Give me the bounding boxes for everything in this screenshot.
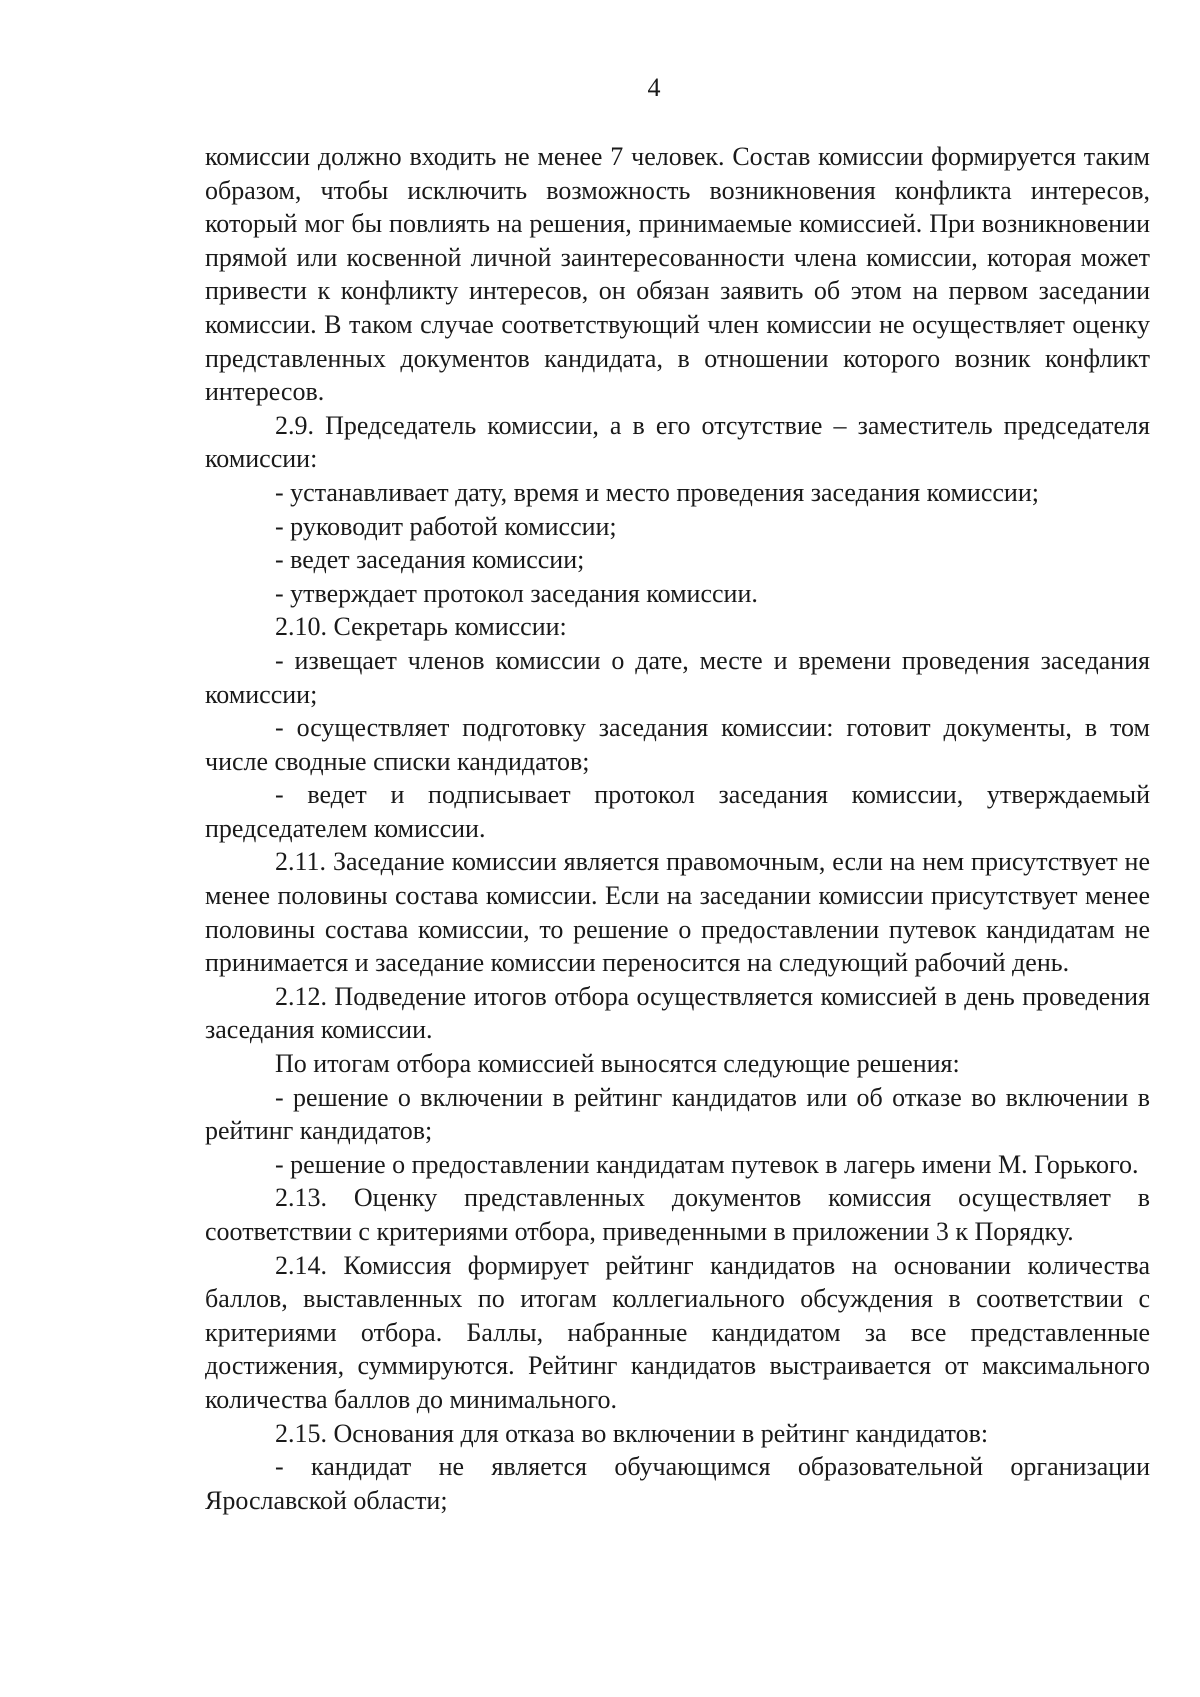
list-item: - ведет заседания комиссии; bbox=[275, 545, 585, 575]
paragraph-2-12: 2.12. Подведение итогов отбора осуществляется комиссией в день проведения заседания комиссии. bbox=[205, 981, 1150, 1045]
list-item: - руководит работой комиссии; bbox=[275, 511, 617, 541]
paragraph-2-14: 2.14. Комиссия формирует рейтинг кандидатов на основании количества баллов, выставленных по итогам коллегиального обсуждения в соответствии с критериями отбора. Баллы, набранные кандидатом за все представленные достижения, суммируются. Рейтинг кандидатов выстраивается от максимального количества баллов до минимального. bbox=[205, 1250, 1150, 1414]
list-item: - осуществляет подготовку заседания комиссии: готовит документы, в том числе сводные списки кандидатов; bbox=[205, 713, 1150, 776]
page-number: 4 bbox=[647, 73, 661, 102]
paragraph-decisions-intro: По итогам отбора комиссией выносятся следующие решения: bbox=[275, 1049, 960, 1079]
list-item: - кандидат не является обучающимся образовательной организации Ярославской области; bbox=[205, 1452, 1150, 1515]
list-item: - извещает членов комиссии о дате, месте и времени проведения заседания комиссии; bbox=[205, 645, 1150, 709]
list-item: - решение о предоставлении кандидатам путевок в лагерь имени М. Горького. bbox=[275, 1149, 1139, 1179]
list-item: - устанавливает дату, время и место проведения заседания комиссии; bbox=[275, 477, 1039, 507]
list-item: - ведет и подписывает протокол заседания комиссии, утверждаемый председателем комиссии. bbox=[205, 780, 1150, 843]
paragraph-2-9: 2.9. Председатель комиссии, а в его отсутствие – заместитель председателя комиссии: bbox=[205, 410, 1150, 474]
document-body bbox=[205, 140, 1150, 1517]
paragraph-2-15: 2.15. Основания для отказа во включении в рейтинг кандидатов: bbox=[275, 1418, 989, 1448]
list-item: - утверждает протокол заседания комиссии. bbox=[275, 578, 758, 608]
paragraph-2-10: 2.10. Секретарь комиссии: bbox=[275, 612, 567, 642]
paragraph-commission-composition: комиссии должно входить не менее 7 человек. Состав комиссии формируется таким образом, чтобы исключить возможность возникновения конфликта интересов, который мог бы повлиять на решения, принимаемые комиссией. При возникновении прямой или косвенной личной заинтересованности члена комиссии, которая может привести к конфликту интересов, он обязан заявить об этом на первом заседании комиссии. В таком случае соответствующий член комиссии не осуществляет оценку представленных документов кандидата, в отношении которого возник конфликт интересов. bbox=[205, 142, 1150, 407]
paragraph-2-11: 2.11. Заседание комиссии является правомочным, если на нем присутствует не менее половины состава комиссии. Если на заседании комиссии присутствует менее половины состава комиссии, то решение о предоставлении путевок кандидатам не принимается и заседание комиссии переносится на следующий рабочий день. bbox=[205, 847, 1150, 978]
list-item: - решение о включении в рейтинг кандидатов или об отказе во включении в рейтинг кандидатов; bbox=[205, 1082, 1150, 1146]
paragraph-2-13: 2.13. Оценку представленных документов комиссия осуществляет в соответствии с критериями отбора, приведенными в приложении 3 к Порядку. bbox=[205, 1183, 1150, 1246]
